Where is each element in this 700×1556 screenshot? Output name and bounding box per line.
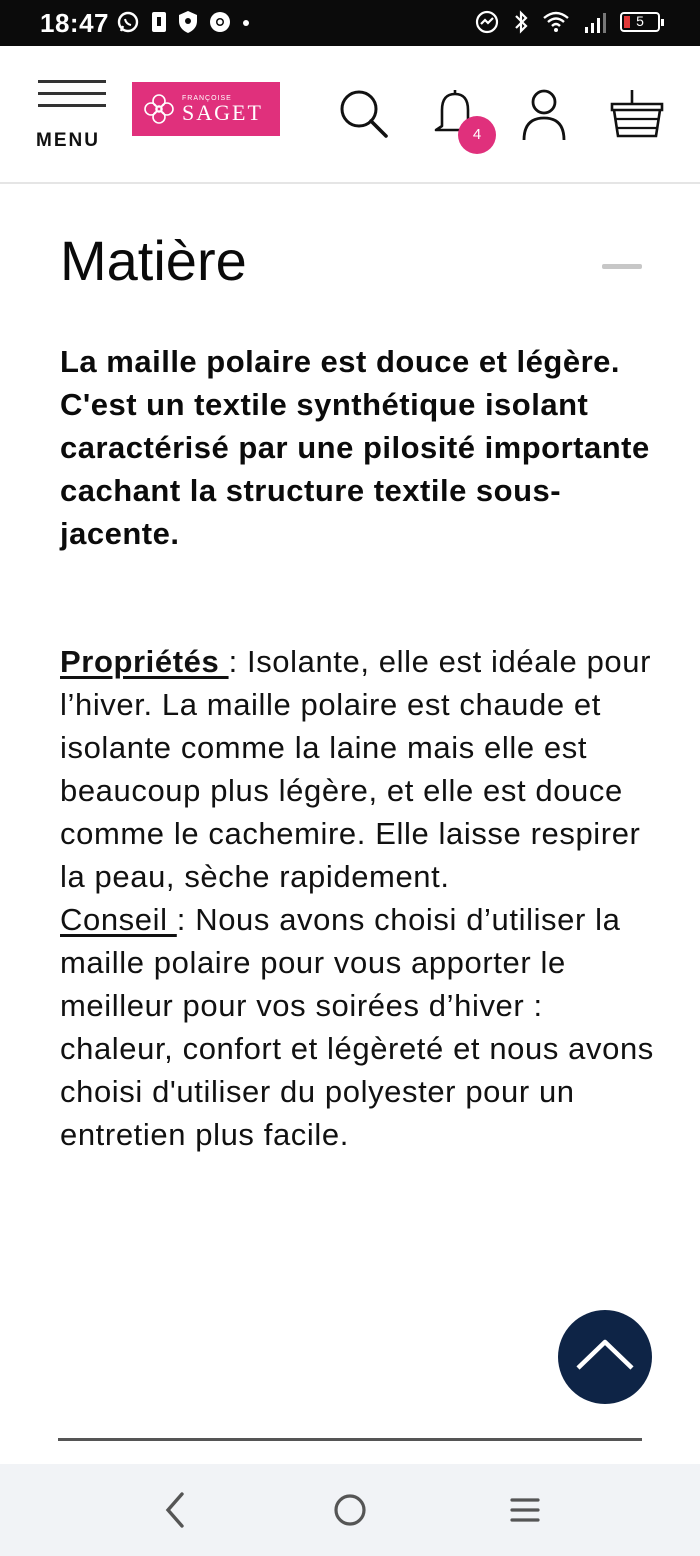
home-icon[interactable] [332,1490,368,1530]
section-divider [58,1438,642,1441]
logo-big-text: SAGET [182,99,263,125]
signal-4g-icon [582,9,608,35]
wifi-icon [542,10,570,34]
chevron-up-icon [558,1310,652,1404]
whatsapp-icon [116,10,140,34]
properties-paragraph [60,640,660,898]
sim-icon [150,10,168,34]
account-icon[interactable] [520,86,568,144]
hamburger-icon [38,80,106,83]
advice-text: : Nous avons choisi d’utiliser la maille polaire pour vous apporter le meilleur pour vos soirées d’hiver : chaleur, confort et légèreté et nous avons choisi d'utiliser du polyester pour un entretien plus facile. [60,902,654,1152]
properties-label: Propriétés [60,644,229,679]
menu-label: MENU [36,130,100,151]
section-title: Matière [60,229,247,292]
sync-icon [474,9,500,35]
section-intro: La maille polaire est douce et légère. C'est un textile synthétique isolant caractérisé par une pilosité importante cachant la structure textile sous-jacente. [60,344,650,551]
recent-apps-icon[interactable] [508,1490,542,1530]
section-body [60,640,660,1156]
basket-icon[interactable] [608,86,666,144]
menu-button[interactable] [38,80,110,152]
advice-label: Conseil [60,902,177,937]
collapse-minus-icon[interactable] [602,264,642,269]
advice-paragraph [60,898,660,1156]
status-time: 18:47 [40,8,109,38]
brand-logo[interactable] [132,82,280,136]
scroll-to-top-button[interactable] [558,1310,652,1404]
logo-small-text: FRANÇOISE [182,94,232,102]
site-header [0,46,700,184]
chrome-icon [208,10,232,34]
battery-icon [620,12,660,32]
flower-logo-icon [142,92,176,126]
system-nav-bar [0,1464,700,1556]
status-bar [0,0,700,46]
battery-level: 5 [636,13,644,29]
vpn-shield-icon [178,10,198,34]
properties-text: : Isolante, elle est idéale pour l’hiver. La maille polaire est chaude et isolante comme la laine mais elle est beaucoup plus légère, et elle est douce comme le cachemire. Elle laisse respirer la peau, sèche rapidement. [60,644,652,894]
notification-badge: 4 [458,116,496,154]
dot-icon [242,10,250,34]
search-icon[interactable] [336,86,392,142]
bluetooth-icon [512,9,530,35]
back-icon[interactable] [160,1490,192,1530]
